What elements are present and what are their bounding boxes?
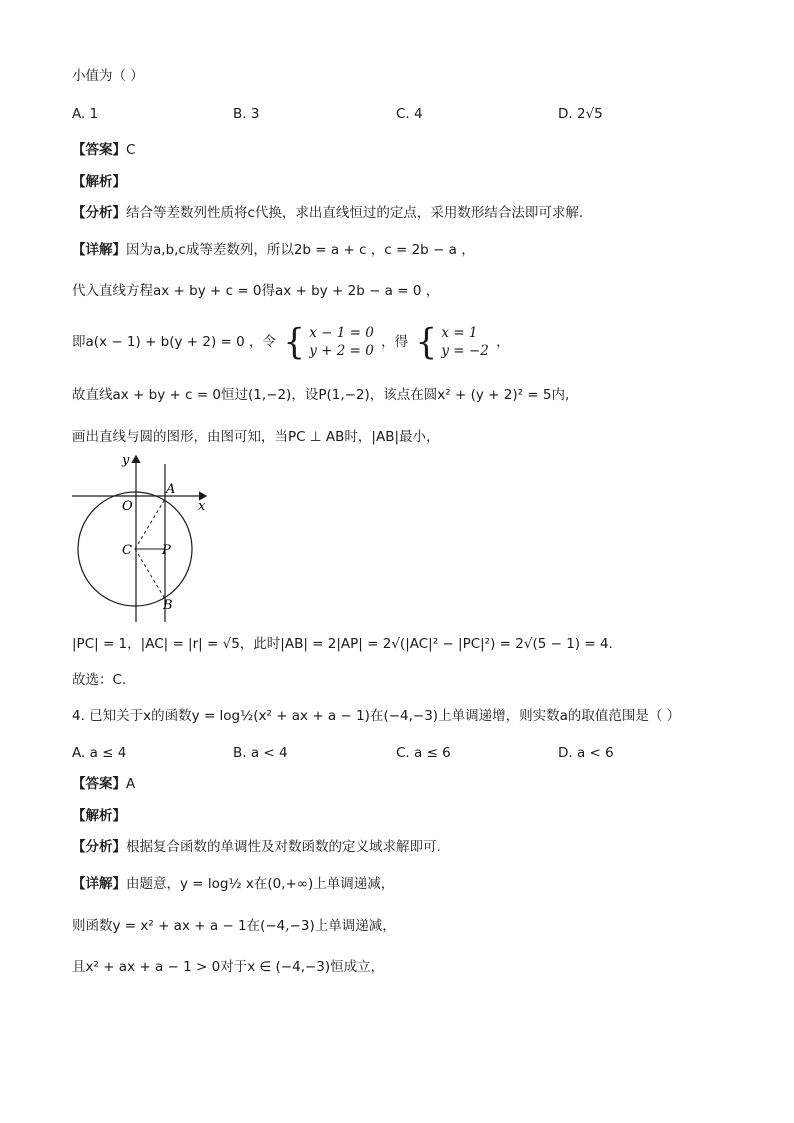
- equation-system-1: [283, 322, 374, 362]
- answer-value: C: [126, 142, 136, 158]
- q3-detail-line-2: 代入直线方程ax + by + c = 0得ax + by + 2b − a = 0 ，: [72, 283, 440, 299]
- fenxi-text: 根据复合函数的单调性及对数函数的定义域求解即可.: [126, 839, 441, 855]
- q3-detail-line-5: 画出直线与圆的图形，由图可知，当PC ⊥ AB时，|AB|最小，: [72, 429, 440, 445]
- q3-stem-tail: 小值为（ ）: [72, 68, 144, 84]
- q4-option-a: A. a ≤ 4: [72, 745, 127, 761]
- label-c: C: [122, 543, 132, 558]
- label-x: x: [198, 499, 206, 514]
- detail-text-3end: ，: [496, 334, 510, 350]
- equation-system-2: [415, 322, 488, 362]
- label-y: y: [122, 453, 130, 468]
- xiangjie-tag: 【详解】: [72, 242, 126, 258]
- fenxi-tag: 【分析】: [72, 839, 126, 855]
- xiangjie-tag: 【详解】: [72, 876, 126, 892]
- q3-analysis-tag: [72, 172, 126, 192]
- q3-option-c: C. 4: [396, 106, 423, 122]
- q4-option-b: B. a < 4: [233, 745, 288, 761]
- answer-tag: 【答案】: [72, 142, 126, 158]
- detail-text-3a: 即a(x − 1) + b(y + 2) = 0 ，令: [72, 334, 277, 350]
- circle-line-figure: [66, 450, 216, 630]
- fenxi-tag: 【分析】: [72, 205, 126, 221]
- segment-cb: [135, 549, 165, 599]
- detail-text-1: 因为a,b,c成等差数列，所以2b = a + c ，c = 2b − a ，: [126, 242, 475, 258]
- analysis-tag: 【解析】: [72, 808, 126, 824]
- q4-analysis-tag: [72, 806, 126, 826]
- label-o: O: [122, 499, 133, 514]
- q4-option-c: C. a ≤ 6: [396, 745, 451, 761]
- segment-ca: [135, 499, 165, 549]
- q4-fenxi-line: [72, 837, 441, 857]
- detail-text-1: 由题意，y = log½ x在(0,+∞)上单调递减，: [126, 876, 395, 892]
- label-p: P: [162, 543, 171, 558]
- q4-detail-line-2: 则函数y = x² + ax + a − 1在(−4,−3)上单调递减，: [72, 918, 396, 934]
- label-a: A: [166, 482, 176, 497]
- analysis-tag: 【解析】: [72, 174, 126, 190]
- q3-detail-line-4: 故直线ax + by + c = 0恒过(1,−2)，设P(1,−2)，该点在圆x² + (y + 2)² = 5内,: [72, 387, 570, 403]
- system1-row1: x − 1 = 0: [309, 325, 374, 341]
- system1-row2: y + 2 = 0: [309, 343, 374, 359]
- q4-option-d: D. a < 6: [558, 745, 614, 761]
- q3-option-a: A. 1: [72, 106, 99, 122]
- q3-detail-line-3: [72, 322, 510, 362]
- q3-option-b: B. 3: [233, 106, 260, 122]
- answer-tag: 【答案】: [72, 776, 126, 792]
- q4-stem: 4. 已知关于x的函数y = log½(x² + ax + a − 1)在(−4,−3)上单调递增，则实数a的取值范围是（ ）: [72, 708, 681, 724]
- left-brace-icon: {: [415, 321, 438, 363]
- q3-detail-line-1: [72, 240, 475, 260]
- left-brace-icon: {: [283, 321, 305, 363]
- label-b: B: [163, 598, 173, 613]
- answer-value: A: [126, 776, 136, 792]
- q4-answer-line: [72, 774, 135, 794]
- q3-fenxi-line: [72, 203, 583, 223]
- system2-row1: x = 1: [441, 325, 478, 341]
- system2-row2: y = −2: [441, 343, 489, 359]
- q3-answer-line: [72, 140, 135, 160]
- detail-text-3mid: ，得: [381, 334, 409, 350]
- q3-detail-line-6: |PC| = 1，|AC| = |r| = √5，此时|AB| = 2|AP| = 2√(|AC|² − |PC|²) = 2√(5 − 1) = 4.: [72, 636, 613, 652]
- q4-detail-line-1: [72, 874, 394, 894]
- q4-detail-line-3: 且x² + ax + a − 1 > 0对于x ∈ (−4,−3)恒成立，: [72, 959, 385, 975]
- q3-option-d: D. 2√5: [558, 106, 603, 122]
- fenxi-text: 结合等差数列性质将c代换，求出直线恒过的定点，采用数形结合法即可求解.: [126, 205, 584, 221]
- q3-conclusion: 故选：C.: [72, 672, 127, 688]
